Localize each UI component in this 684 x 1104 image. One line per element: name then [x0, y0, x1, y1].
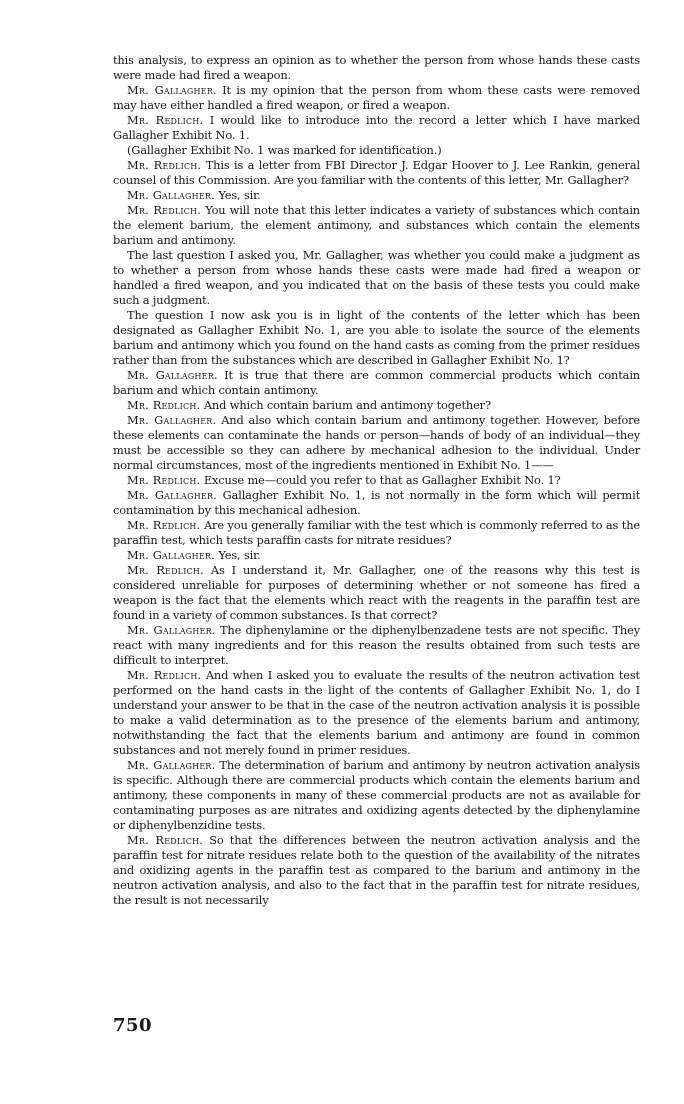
paragraph-text: Excuse me—could you refer to that as Gallagher Exhibit No. 1?: [203, 473, 561, 487]
paragraph-text: Gallagher Exhibit No. 1, is not normally in the form which will permit contamination by this mechanical adhesion.: [113, 488, 640, 517]
paragraph-text: this analysis, to express an opinion as to whether the person from whose hands these casts were made had fired a weapon.: [113, 53, 640, 82]
transcript-paragraph: [113, 548, 640, 563]
speaker-name: Mr. Redlich.: [127, 113, 204, 127]
paragraph-text: And also which contain barium and antimony together. However, before these elements can contaminate the hands or person—hands of body of an individual—they must be accessible so they can adhere by mechanical adhesion to the individual. Under normal circumstances, most of the ingredients mentioned in Exhibit No. 1——: [113, 413, 640, 472]
paragraph-text: As I understand it, Mr. Gallagher, one of the reasons why this test is considered unreliable for purposes of determining whether or not someone has fired a weapon is the fact that the elements which react with the reagents in the paraffin test are found in a variety of common substances. Is that correct?: [113, 563, 640, 622]
speaker-name: Mr. Gallagher.: [127, 368, 218, 382]
speaker-name: Mr. Redlich.: [127, 398, 201, 412]
paragraph-text: The diphenylamine or the diphenylbenzadene tests are not specific. They react with many ingredients and for this reason the results obtained from such tests are difficult to interpret.: [113, 623, 640, 667]
speaker-name: Mr. Gallagher.: [127, 83, 217, 97]
transcript-paragraph: [113, 623, 640, 668]
transcript-paragraph: [113, 113, 640, 143]
speaker-name: Mr. Gallagher.: [127, 623, 216, 637]
transcript-paragraph: [113, 248, 640, 308]
paragraph-text: So that the differences between the neutron activation analysis and the paraffin test for nitrate residues relate both to the question of the availability of the nitrates and oxidizing agents in the paraffin test as compared to the barium and antimony in the neutron activation analysis, and also to the fact that in the paraffin test for nitrate residues, the result is not necessarily: [113, 833, 640, 907]
paragraph-text: The determination of barium and antimony by neutron activation analysis is specific. Although there are commercial products which contain the elements barium and antimony, these components in many of these commercial products are not as available for contaminating purposes as are nitrates and oxidizing agents detected by the diphenylamine or diphenylbenzidine tests.: [113, 758, 640, 832]
speaker-name: Mr. Redlich.: [127, 833, 204, 847]
transcript-paragraph: [113, 473, 640, 488]
transcript-paragraph: [113, 518, 640, 548]
speaker-name: Mr. Redlich.: [127, 563, 204, 577]
paragraph-text: It is true that there are common commercial products which contain barium and which contain antimony.: [113, 368, 640, 397]
transcript-paragraph: [113, 398, 640, 413]
transcript-paragraph: [113, 143, 640, 158]
speaker-name: Mr. Redlich.: [127, 668, 202, 682]
transcript-paragraph: [113, 203, 640, 248]
speaker-name: Mr. Redlich.: [127, 158, 202, 172]
speaker-name: Mr. Gallagher.: [127, 758, 216, 772]
paragraph-text: And which contain barium and antimony together?: [203, 398, 491, 412]
paragraph-text: And when I asked you to evaluate the results of the neutron activation test performed on the hand casts in the light of the contents of Gallagher Exhibit No. 1, do I understand your answer to be that in the case of the neutron activation analysis it is possible to make a valid determination as to the presence of the elements barium and antimony, notwithstanding the fact that the elements barium and antimony are found in common substances and not merely found in primer residues.: [113, 668, 640, 757]
speaker-name: Mr. Gallagher.: [127, 488, 217, 502]
speaker-name: Mr. Redlich.: [127, 473, 201, 487]
paragraph-text: The last question I asked you, Mr. Gallagher, was whether you could make a judgment as to whether a person from whose hands these casts were made had fired a weapon or handled a fired weapon, and you indicated that on the basis of these tests you could make such a judgment.: [113, 248, 640, 307]
transcript-paragraph: [113, 83, 640, 113]
transcript-paragraph: [113, 668, 640, 758]
transcript-paragraph: [113, 188, 640, 203]
speaker-name: Mr. Redlich.: [127, 518, 201, 532]
transcript-paragraph: [113, 368, 640, 398]
speaker-name: Mr. Redlich.: [127, 203, 202, 217]
paragraph-text: I would like to introduce into the record a letter which I have marked Gallagher Exhibit No. 1.: [113, 113, 640, 142]
transcript-paragraph: [113, 488, 640, 518]
transcript-paragraph: [113, 563, 640, 623]
transcript-paragraph: [113, 833, 640, 908]
speaker-name: Mr. Gallagher.: [127, 188, 215, 202]
paragraph-text: It is my opinion that the person from whom these casts were removed may have either handled a fired weapon, or fired a weapon.: [113, 83, 641, 112]
speaker-name: Mr. Gallagher.: [127, 548, 215, 562]
paragraph-text: Yes, sir.: [218, 548, 261, 562]
transcript-body: [113, 53, 640, 908]
transcript-paragraph: [113, 308, 640, 368]
speaker-name: Mr. Gallagher.: [127, 413, 217, 427]
paragraph-text: Are you generally familiar with the test which is commonly referred to as the paraffin test, which tests paraffin casts for nitrate residues?: [113, 518, 640, 547]
paragraph-text: The question I now ask you is in light of the contents of the letter which has been designated as Gallagher Exhibit No. 1, are you able to isolate the source of the elements barium and antimony which you found on the hand casts as coming from the primer residues rather than from the substances which are described in Gallagher Exhibit No. 1?: [113, 308, 640, 367]
transcript-paragraph: [113, 53, 640, 83]
transcript-paragraph: [113, 158, 640, 188]
paragraph-text: You will note that this letter indicates a variety of substances which contain the element barium, the element antimony, and substances which contain the elements barium and antimony.: [113, 203, 640, 247]
transcript-paragraph: [113, 758, 640, 833]
paragraph-text: Yes, sir.: [218, 188, 261, 202]
paragraph-text: (Gallagher Exhibit No. 1 was marked for identification.): [127, 143, 442, 157]
paragraph-text: This is a letter from FBI Director J. Edgar Hoover to J. Lee Rankin, general counsel of this Commission. Are you familiar with the contents of this letter, Mr. Gallagher?: [113, 158, 640, 187]
transcript-paragraph: [113, 413, 640, 473]
page-number: 750: [113, 1015, 153, 1036]
